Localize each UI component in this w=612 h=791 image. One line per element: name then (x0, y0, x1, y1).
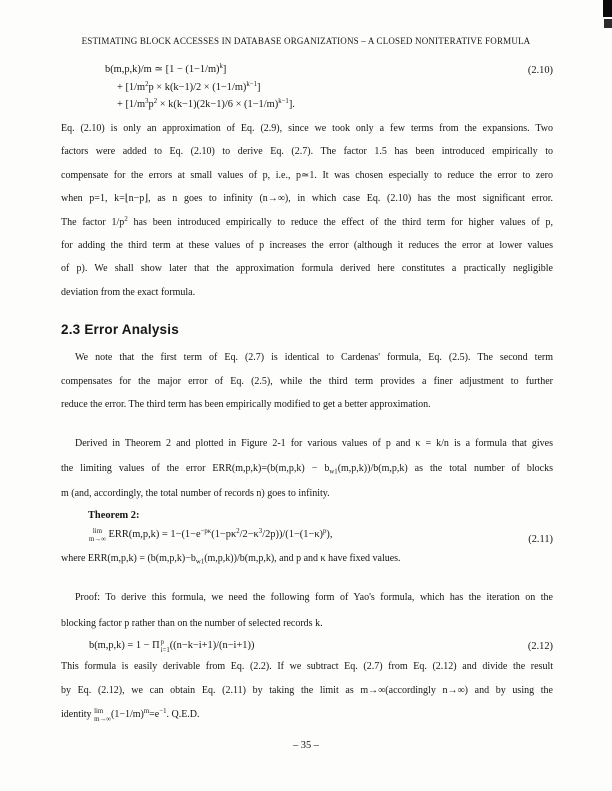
equation-number: (2.10) (527, 65, 553, 76)
text-line: Eq. (2.10) is only an approximation of Eq. (2.9), since we took only a few terms from the expansions. Two (61, 123, 553, 134)
equation-2-10 (61, 61, 553, 114)
equation-line (61, 524, 553, 546)
proof-paragraph (61, 585, 553, 636)
text-line: This formula is easily derivable from Eq. (2.2). If we subtract Eq. (2.7) from Eq. (2.12) and divide the result (61, 661, 553, 672)
equation-line: + $[1/m^3p^2 \times k(k-1)(2k-1)/6 \times (1-1/m)^{k-1}]$. (117, 98, 295, 110)
paragraph-approximation-discussion (61, 117, 553, 304)
text-line: where $ERR(m,p,k) = (b(m,p,k)-b_{w1}(m,p,k))/b(m,p,k)$, and p and κ have fixed values. (61, 553, 401, 566)
text-line: compensate for the errors at small values of p, i.e., p≃1. It was chosen especially to reduce the error to zero (61, 169, 553, 181)
text-line: of p). We shall show later that the approximation formula derived here constitutes a practically negligible (61, 263, 553, 275)
text-line: when p=1, k=⌊n−p⌋, as n goes to infinity (n→∞), in which case Eq. (2.10) has the most significant error. (61, 193, 553, 205)
text-line: factors were added to Eq. (2.10) to derive Eq. (2.7). The factor 1.5 has been introduced empirically to (61, 146, 553, 158)
equation-line (61, 637, 553, 655)
theorem-label: Theorem 2: (88, 510, 140, 521)
equation-text: lim m→∞ $ERR(m,p,k) = 1-(1-e^{-p\kappa}(1-p\kappa^2/2-\kappa^3/2p))/(1-(1-\kappa)^p)$, (89, 528, 333, 543)
text-line: We note that the first term of Eq. (2.7) is identical to Cardenas' formula, Eq. (2.5). The second term (75, 352, 553, 363)
equation-text: b(m,p,k)/m ≃ $[1 - (1-1/m)^k]$ (105, 63, 227, 75)
scan-artifact-mark (604, 19, 612, 28)
text-line: for adding the third term at these values of p increases the error (although it reduces the error at lower values (61, 240, 553, 252)
closing-paragraph (61, 655, 553, 727)
text-line: compensates for the major error of Eq. (2.5), while the third term provides a finer adjustment to further (61, 375, 553, 387)
paragraph-term-roles (61, 346, 553, 417)
text-line: blocking factor p rather than on the number of selected records k. (61, 617, 323, 629)
text-line: the limiting values of the error $ERR(m,p,k)=(b(m,p,k) - b_{w1}(m,p,k))/b(m,p,k)$ as the total number of blocks (61, 463, 553, 476)
equation-2-11 (61, 524, 553, 546)
text-line: reduce the error. The third term has been empirically modified to get a better approximation. (61, 399, 431, 411)
paragraph-error-limit (61, 431, 553, 506)
equation-line: + $[1/m^2p \times k(k-1)/2 \times (1-1/m)^{k-1}]$ (117, 80, 261, 93)
equation-line (61, 61, 553, 79)
page-header-title: ESTIMATING BLOCK ACCESSES IN DATABASE ORGANIZATIONS – A CLOSED NONITERATIVE FORMULA (81, 36, 531, 46)
text-line: Proof: To derive this formula, we need the following form of Yao's formula, which has the iteration on the (75, 592, 553, 603)
text-line: Derived in Theorem 2 and plotted in Figure 2-1 for various values of p and κ = k/n is a formula that gives (75, 438, 553, 449)
text-line: deviation from the exact formula. (61, 286, 196, 298)
section-heading: 2.3 Error Analysis (61, 322, 179, 337)
text-line: identity lim m→∞ $(1-1/m)^m=e^{-1}$. Q.E.D. (61, 708, 200, 723)
text-line: m (and, accordingly, the total number of records n) goes to infinity. (61, 488, 330, 499)
equation-number: (2.12) (527, 641, 553, 652)
equation-text: b(m,p,k) = 1 − Π p i=1 ((n−k−i+1)/(n−i+1)) (89, 639, 255, 654)
text-line: by Eq. (2.12), we can obtain Eq. (2.11) by taking the limit as m→∞(accordingly n→∞) and by using the (61, 685, 553, 696)
equation-number: (2.11) (528, 534, 553, 545)
scan-artifact-mark (603, 0, 612, 17)
text-line: The factor $1/p^2$ has been introduced empirically to reduce the effect of the third term for higher values of p, (61, 215, 553, 228)
page-number: – 35 – (293, 740, 319, 751)
where-clause (61, 551, 553, 566)
equation-2-12 (61, 637, 553, 655)
